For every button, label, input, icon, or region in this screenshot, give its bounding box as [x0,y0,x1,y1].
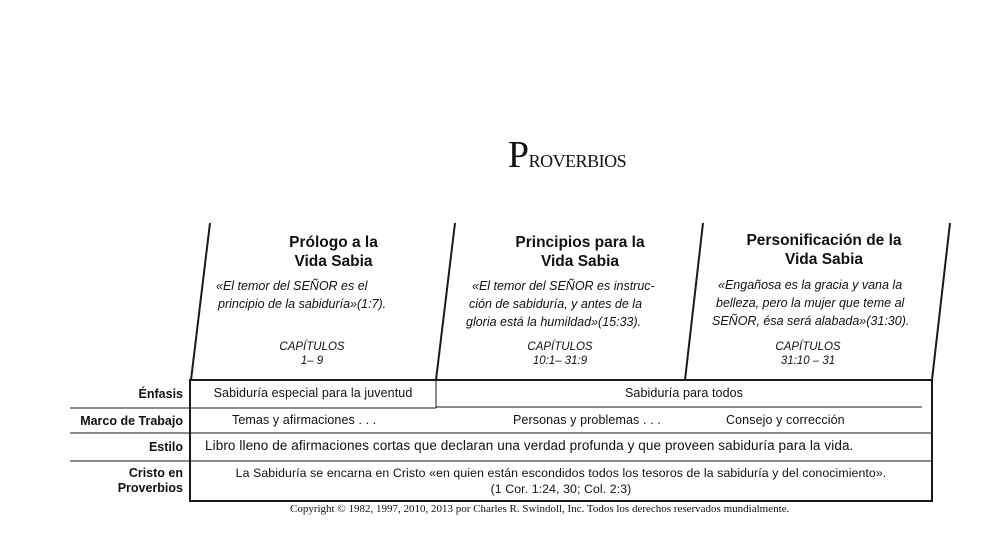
section-2-quote-line2: ción de sabiduría, y antes de la [469,297,643,311]
cristo-text-line2: (1 Cor. 1:24, 30; Col. 2:3) [490,482,632,496]
copyright-notice: Copyright © 1982, 1997, 2010, 2013 por Charles R. Swindoll, Inc. Todos los derechos reservados mundialmente. [290,503,790,515]
section-1-heading-line2: Vida Sabia [294,253,373,270]
row-label-cristo-line2: Proverbios [117,481,183,495]
title-initial: P [507,134,529,176]
section-3-quote-line2: belleza, pero la mujer que teme al [716,296,905,310]
marco-cell-1: Temas y afirmaciones . . . [232,413,377,427]
section-2-heading [480,233,680,271]
section-1-quote [202,277,432,313]
row-label-cristo-line1: Cristo en [128,466,183,480]
section-2-chapters-range: 10:1– 31:9 [532,355,588,367]
row-label-estilo: Estilo [148,440,183,454]
section-1-chapters [232,340,392,368]
section-2-chapters-label: CAPÍTULOS [527,341,593,353]
row-label-cristo [118,466,183,496]
section-2-quote [460,277,690,331]
section-2-heading-line1: Principios para la [515,234,645,251]
title-rest: roverbios [528,146,627,173]
section-1-heading-line1: Prólogo a la [289,234,378,251]
section-3-chapters-label: CAPÍTULOS [775,341,841,353]
section-divider-1 [436,223,455,380]
section-3-quote-line3: SEÑOR, ésa será alabada»(31:30). [712,314,910,328]
section-2-chapters [480,340,640,368]
enfasis-right-cell: Sabiduría para todos [624,386,744,400]
enfasis-left-cell: Sabiduría especial para la juventud [213,386,413,400]
cristo-text-line1: La Sabiduría se encarna en Cristo «en quien están escondidos todos los tesoros de la sabiduría y del conocimiento». [235,466,887,480]
marco-cell-3: Consejo y corrección [726,413,845,427]
section-3-chapters [728,340,888,368]
section-3-quote-line1: «Engañosa es la gracia y vana la [718,278,903,292]
marco-cell-2: Personas y problemas . . . [513,413,661,427]
section-2-quote-line1: «El temor del SEÑOR es instruc- [472,279,655,293]
estilo-cell: Libro lleno de afirmaciones cortas que declaran una verdad profunda y que proveen sabiduría para la vida. [205,438,854,453]
section-1-chapters-range: 1– 9 [300,355,324,367]
section-3-heading [714,231,934,269]
row-label-marco: Marco de Trabajo [80,414,183,428]
cristo-cell [190,465,932,497]
section-1-chapters-label: CAPÍTULOS [279,341,345,353]
row-label-enfasis: Énfasis [138,387,183,401]
section-2-heading-line2: Vida Sabia [540,253,620,270]
section-3-quote [702,276,940,330]
section-3-heading-line1: Personificación de la [746,232,902,249]
section-2-quote-line3: gloria está la humildad»(15:33). [466,315,642,329]
section-3-heading-line2: Vida Sabia [784,251,864,268]
section-1-quote-line2: principio de la sabiduría»(1:7). [218,297,387,311]
section-1-quote-line1: «El temor del SEÑOR es el [216,279,368,293]
section-1-heading [236,233,431,271]
section-3-chapters-range: 31:10 – 31 [780,355,836,367]
